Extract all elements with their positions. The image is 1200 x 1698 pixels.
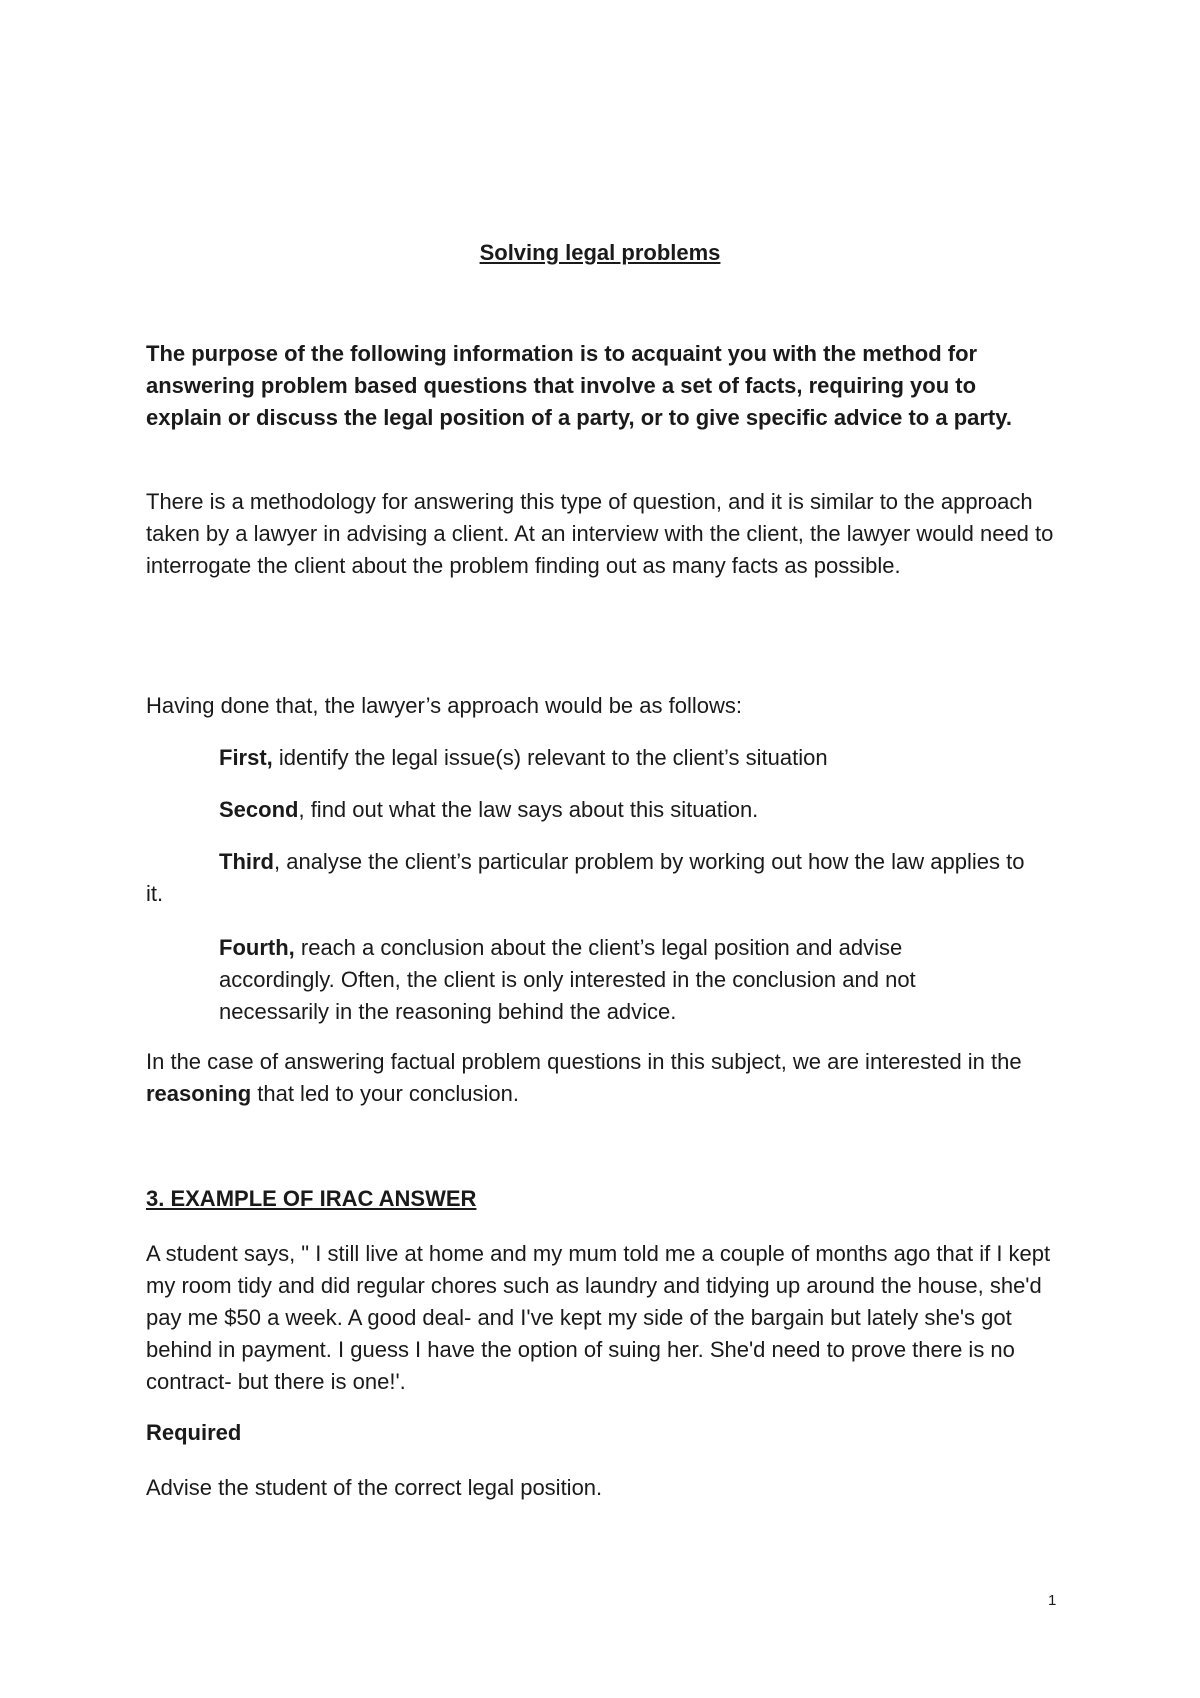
step-third xyxy=(146,846,1026,910)
step-label: First, xyxy=(219,745,273,770)
page-number: 1 xyxy=(1048,1592,1057,1609)
student-quote-paragraph: A student says, " I still live at home and my mum told me a couple of months ago that if I kept my room tidy and did regular chores such as laundry and tidying up around the house, she'd pay me $50 a week. A good deal- and I've kept my side of the bargain but lately she's got behind in payment. I guess I have the option of suing her. She'd need to prove there is no contract- but there is one!'. xyxy=(146,1241,1051,1394)
required-text: Advise the student of the correct legal position. xyxy=(146,1475,603,1500)
step-label: Third xyxy=(219,849,274,874)
page-title: Solving legal problems xyxy=(479,240,721,265)
required-heading: Required xyxy=(146,1420,242,1445)
step-text: identify the legal issue(s) relevant to the client’s situation xyxy=(272,745,828,770)
step-text: , find out what the law says about this situation. xyxy=(298,797,759,822)
approach-intro-paragraph: Having done that, the lawyer’s approach would be as follows: xyxy=(146,693,742,718)
intro-paragraph: The purpose of the following information is to acquaint you with the method for answering problem based questions that involve a set of facts, requiring you to explain or discuss the legal position of a party, or to give specific advice to a party. xyxy=(146,341,1012,430)
reasoning-text-after: that led to your conclusion. xyxy=(251,1081,519,1106)
step-label: Second xyxy=(219,797,299,822)
methodology-paragraph: There is a methodology for answering this type of question, and it is similar to the approach taken by a lawyer in advising a client. At an interview with the client, the lawyer would need to interrogate the client about the problem finding out as many facts as possible. xyxy=(146,489,1054,578)
step-second xyxy=(219,794,1019,826)
step-text: , analyse the client’s particular problem by working out how the law applies to it. xyxy=(146,849,1025,906)
section-heading: 3. EXAMPLE OF IRAC ANSWER xyxy=(146,1186,477,1211)
reasoning-emphasis: reasoning xyxy=(146,1081,252,1106)
step-fourth xyxy=(219,932,1019,1028)
reasoning-text-before: In the case of answering factual problem questions in this subject, we are interested in the xyxy=(146,1049,1022,1074)
reasoning-paragraph xyxy=(146,1046,1076,1110)
step-text: reach a conclusion about the client’s legal position and advise accordingly. Often, the client is only interested in the conclusion and not necessarily in the reasoning behind the advice. xyxy=(219,935,916,1024)
step-first xyxy=(219,742,1019,774)
step-label: Fourth, xyxy=(219,935,295,960)
